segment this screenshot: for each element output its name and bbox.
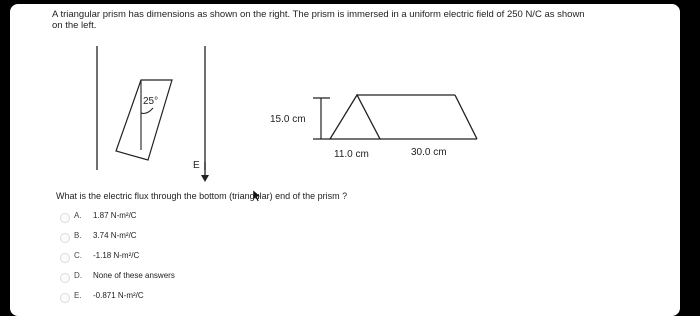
question-text: What is the electric flux through the bottom (triangular) end of the prism ? xyxy=(56,191,348,201)
choice-c-value: -1.18 N-m²/C xyxy=(93,251,140,260)
radio-d[interactable] xyxy=(60,273,70,283)
prism-back-edge xyxy=(455,95,477,139)
choice-b[interactable] xyxy=(60,230,320,246)
choice-e[interactable] xyxy=(60,290,320,306)
radio-b[interactable] xyxy=(60,233,70,243)
angle-arc xyxy=(141,108,153,113)
height-label: 15.0 cm xyxy=(270,114,306,125)
base-label: 11.0 cm xyxy=(334,149,369,160)
problem-prompt-line1: A triangular prism has dimensions as shown on the right. The prism is immersed in a uniform electric field of 250 N/C as shown xyxy=(52,9,585,20)
choice-d-value: None of these answers xyxy=(93,271,175,280)
choice-e-value: -0.871 N-m²/C xyxy=(93,291,144,300)
prism-triangle-end xyxy=(330,95,380,139)
field-label: E xyxy=(193,160,200,171)
choice-c-letter: C. xyxy=(74,251,82,260)
tilted-prism-end xyxy=(116,80,172,160)
length-label: 30.0 cm xyxy=(411,147,447,158)
radio-a[interactable] xyxy=(60,213,70,223)
choice-d[interactable] xyxy=(60,270,320,286)
choice-e-letter: E. xyxy=(74,291,82,300)
problem-prompt-line2: on the left. xyxy=(52,20,97,31)
choice-b-letter: B. xyxy=(74,231,82,240)
choice-a[interactable] xyxy=(60,210,320,226)
radio-e[interactable] xyxy=(60,293,70,303)
radio-c[interactable] xyxy=(60,253,70,263)
choice-a-value: 1.87 N-m²/C xyxy=(93,211,137,220)
choice-a-letter: A. xyxy=(74,211,82,220)
choice-b-value: 3.74 N-m²/C xyxy=(93,231,137,240)
choice-c[interactable] xyxy=(60,250,320,266)
angle-label: 25° xyxy=(143,96,159,107)
field-arrow-head xyxy=(201,175,209,182)
choice-d-letter: D. xyxy=(74,271,82,280)
